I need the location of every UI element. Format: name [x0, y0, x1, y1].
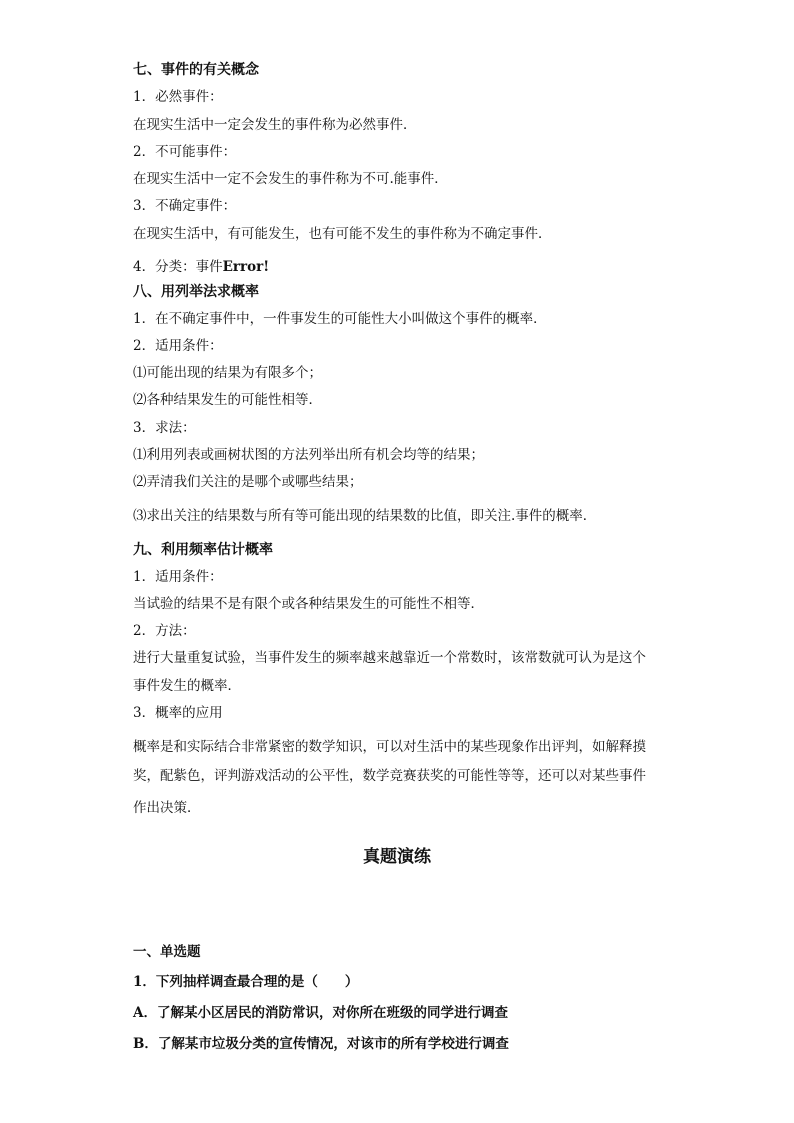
- section-9-item-2-text-2: 事件发生的概率．: [133, 678, 241, 694]
- section-8-item-1: 1．在不确定事件中，一件事发生的可能性大小叫做这个事件的概率．: [133, 311, 547, 327]
- section-7-item-1-text: 在现实生活中一定会发生的事件称为必然事件．: [133, 117, 417, 133]
- section-8-item-3-b: ⑵弄清我们关注的是哪个或哪些结果；: [133, 474, 363, 490]
- section-9-item-3-text-1: 概率是和实际结合非常紧密的数学知识，可以对生活中的某些现象作出评判，如解释摸: [133, 739, 646, 755]
- section-9-title: 九、利用频率估计概率: [133, 542, 273, 558]
- section-8-item-2-b: ⑵各种结果发生的可能性相等．: [133, 392, 322, 408]
- section-8-item-3-c: ⑶求出关注的结果数与所有等可能出现的结果数的比值，即关注.事件的概率．: [133, 508, 597, 524]
- question-1: 1．下列抽样调查最合理的是（ ）: [133, 974, 359, 990]
- section-9-item-2: 2．方法：: [133, 623, 196, 639]
- section-8-item-3-a: ⑴利用列表或画树状图的方法列举出所有机会均等的结果；: [133, 447, 484, 463]
- section-7-item-1: 1．必然事件：: [133, 89, 223, 105]
- section-7-item-4-error: Error!: [222, 259, 270, 275]
- section-7-item-4-label: 4．分类：事件: [133, 259, 223, 275]
- section-9-item-3: 3．概率的应用: [133, 705, 223, 721]
- section-8-title: 八、用列举法求概率: [133, 284, 259, 300]
- question-1-option-b: B．了解某市垃圾分类的宣传情况，对该市的所有学校进行调查: [133, 1036, 509, 1052]
- section-9-item-1: 1．适用条件：: [133, 569, 223, 585]
- section-7-item-4: [133, 258, 269, 276]
- section-9-item-1-text: 当试验的结果不是有限个或各种结果发生的可能性不相等．: [133, 596, 484, 612]
- question-1-option-a: A．了解某小区居民的消防常识，对你所在班级的同学进行调查: [133, 1005, 508, 1021]
- section-7-item-3-text: 在现实生活中，有可能发生，也有可能不发生的事件称为不确定事件．: [133, 226, 552, 242]
- practice-title: 真题演练: [363, 847, 431, 867]
- section-8-item-2-a: ⑴可能出现的结果为有限多个；: [133, 365, 322, 381]
- section-7-title: 七、事件的有关概念: [133, 62, 259, 78]
- section-7-item-2-text: 在现实生活中一定不会发生的事件称为不可.能事件．: [133, 171, 448, 187]
- section-8-item-2: 2．适用条件：: [133, 338, 223, 354]
- section-7-item-3: 3．不确定事件：: [133, 198, 237, 214]
- part-1-title: 一、单选题: [133, 944, 201, 960]
- section-9-item-2-text-1: 进行大量重复试验，当事件发生的频率越来越靠近一个常数时，该常数就可认为是这个: [133, 650, 646, 666]
- section-8-item-3: 3．求法：: [133, 420, 196, 436]
- section-7-item-2: 2．不可能事件：: [133, 144, 237, 160]
- section-9-item-3-text-3: 作出决策．: [133, 800, 201, 816]
- section-9-item-3-text-2: 奖，配紫色，评判游戏活动的公平性，数学竞赛获奖的可能性等等，还可以对某些事件: [133, 768, 646, 784]
